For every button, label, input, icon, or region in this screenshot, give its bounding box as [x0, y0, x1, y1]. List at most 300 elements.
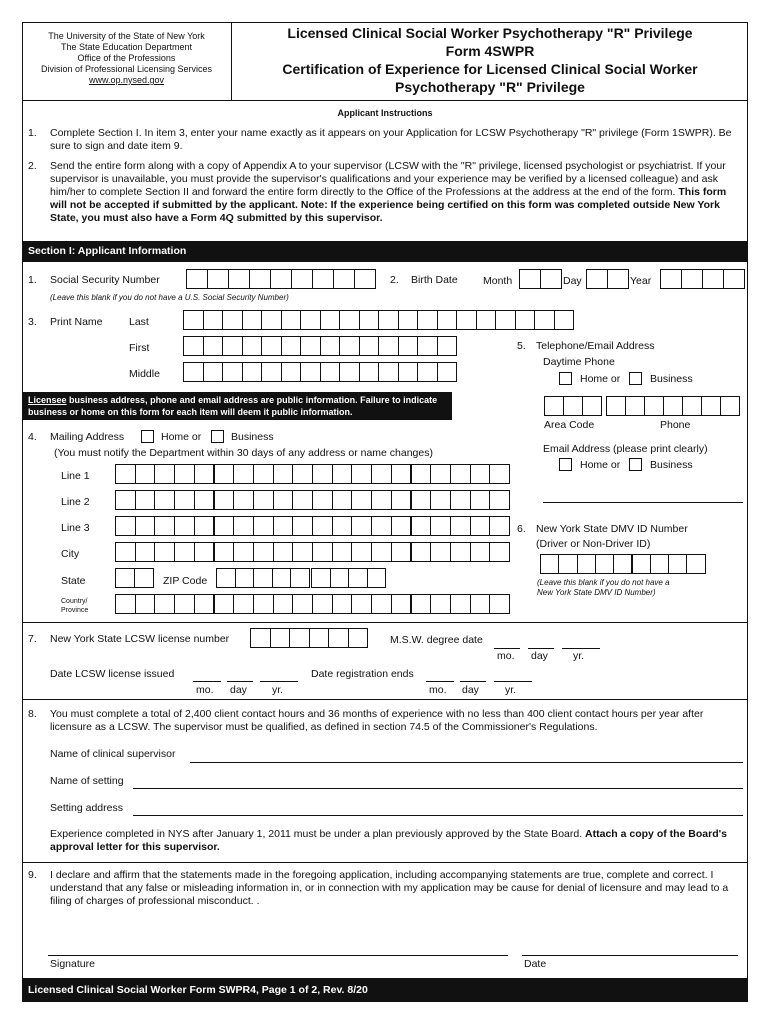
char-box[interactable] [194, 464, 215, 484]
char-box[interactable] [242, 336, 263, 356]
phone-label: Phone [660, 419, 691, 431]
char-box[interactable] [281, 362, 302, 382]
char-box[interactable] [320, 310, 341, 330]
issued-month-input[interactable] [193, 681, 221, 682]
char-box[interactable] [495, 310, 516, 330]
char-box[interactable] [309, 628, 330, 648]
char-box[interactable] [330, 568, 350, 588]
char-box[interactable] [235, 568, 255, 588]
char-box[interactable] [249, 269, 271, 289]
char-box[interactable] [222, 336, 243, 356]
email-home-checkbox[interactable] [559, 458, 572, 471]
char-box[interactable] [470, 516, 491, 536]
char-box[interactable] [261, 362, 282, 382]
char-box[interactable] [476, 310, 497, 330]
char-box[interactable] [351, 490, 372, 510]
char-box[interactable] [312, 490, 333, 510]
char-box[interactable] [253, 568, 273, 588]
char-box[interactable] [290, 568, 310, 588]
char-box[interactable] [261, 336, 282, 356]
mo-label: mo. [497, 650, 515, 662]
char-box[interactable] [450, 490, 471, 510]
agency-line: The University of the State of New York [48, 31, 205, 41]
char-box[interactable] [668, 554, 687, 574]
char-box[interactable] [437, 362, 458, 382]
mo-label: mo. [196, 684, 214, 696]
day-label: day [531, 650, 548, 662]
nys-note-bold: Attach a copy of the Board's approval letter for this supervisor. [50, 828, 727, 853]
char-box[interactable] [417, 310, 438, 330]
dmv-sub: (Driver or Non-Driver ID) [536, 538, 651, 550]
char-box[interactable] [320, 362, 341, 382]
agency-url[interactable]: www.op.nysed.gov [88, 75, 165, 85]
char-box[interactable] [437, 336, 458, 356]
char-box[interactable] [470, 542, 491, 562]
char-box[interactable] [300, 336, 321, 356]
char-box[interactable] [273, 490, 294, 510]
char-box[interactable] [216, 568, 236, 588]
supervisor-input[interactable] [190, 762, 743, 763]
char-box[interactable] [174, 594, 195, 614]
char-box[interactable] [354, 269, 376, 289]
reg-day-input[interactable] [460, 681, 486, 682]
char-box[interactable] [430, 490, 451, 510]
mail-business-checkbox[interactable] [211, 430, 224, 443]
char-box[interactable] [261, 310, 282, 330]
item-num: 3. [28, 316, 37, 328]
agency-line: Office of the Professions [77, 53, 176, 63]
reg-year-input[interactable] [494, 681, 532, 682]
dmv-note-line: (Leave this blank if you do not have a [537, 578, 670, 587]
char-box[interactable] [723, 269, 745, 289]
char-box[interactable] [273, 464, 294, 484]
dmv-note-line: New York State DMV ID Number) [537, 588, 656, 597]
mail-home-checkbox[interactable] [141, 430, 154, 443]
char-box[interactable] [183, 362, 204, 382]
issued-year-input[interactable] [260, 681, 298, 682]
char-box[interactable] [135, 516, 156, 536]
char-box[interactable] [391, 464, 412, 484]
char-box[interactable] [332, 516, 353, 536]
char-box[interactable] [222, 362, 243, 382]
mail-note: (You must notify the Department within 30 days of any address or name changes) [54, 447, 433, 459]
char-box[interactable] [391, 490, 412, 510]
char-box[interactable] [289, 628, 310, 648]
char-box[interactable] [607, 269, 629, 289]
item-num: 1. [28, 274, 37, 286]
char-box[interactable] [544, 396, 564, 416]
char-box[interactable] [563, 396, 583, 416]
char-box[interactable] [411, 516, 432, 536]
char-box[interactable] [281, 336, 302, 356]
char-box[interactable] [391, 542, 412, 562]
char-box[interactable] [135, 464, 156, 484]
char-box[interactable] [250, 628, 271, 648]
business-label: Business [231, 431, 274, 443]
yr-label: yr. [272, 684, 284, 696]
char-box[interactable] [214, 594, 235, 614]
item-num: 2. [390, 274, 399, 286]
msw-month-input[interactable] [494, 648, 520, 649]
state-label: State [61, 575, 86, 587]
agency-line: Division of Professional Licensing Services [40, 64, 213, 74]
home-or-label: Home or [161, 431, 202, 443]
date-label: Date [524, 958, 547, 970]
char-box[interactable] [312, 269, 334, 289]
char-box[interactable] [625, 396, 645, 416]
char-box[interactable] [174, 542, 195, 562]
char-box[interactable] [411, 594, 432, 614]
char-box[interactable] [292, 542, 313, 562]
setting-address-input[interactable] [133, 815, 743, 816]
item-num: 9. [28, 869, 37, 881]
char-box[interactable] [154, 542, 175, 562]
char-box[interactable] [681, 269, 703, 289]
char-box[interactable] [632, 554, 651, 574]
title-line: Form 4SWPR [445, 43, 535, 59]
char-box[interactable] [348, 628, 369, 648]
item-num: 8. [28, 708, 37, 720]
char-box[interactable] [489, 516, 510, 536]
char-box[interactable] [174, 464, 195, 484]
char-box[interactable] [660, 269, 682, 289]
day-label: day [462, 684, 479, 696]
char-box[interactable] [154, 516, 175, 536]
char-box[interactable] [273, 516, 294, 536]
char-box[interactable] [411, 490, 432, 510]
char-box[interactable] [663, 396, 683, 416]
char-box[interactable] [359, 310, 380, 330]
char-box[interactable] [398, 362, 419, 382]
char-box[interactable] [378, 310, 399, 330]
char-box[interactable] [398, 310, 419, 330]
yr-label: yr. [505, 684, 517, 696]
instruction-num: 2. [28, 160, 37, 172]
char-box[interactable] [242, 310, 263, 330]
char-box[interactable] [371, 464, 392, 484]
char-box[interactable] [371, 490, 392, 510]
char-box[interactable] [489, 464, 510, 484]
char-box[interactable] [183, 310, 204, 330]
char-box[interactable] [519, 269, 541, 289]
signature-input[interactable] [48, 955, 508, 956]
city-label: City [61, 548, 80, 560]
char-box[interactable] [174, 490, 195, 510]
char-box[interactable] [115, 516, 136, 536]
char-box[interactable] [292, 464, 313, 484]
char-box[interactable] [273, 542, 294, 562]
char-box[interactable] [332, 594, 353, 614]
char-box[interactable] [613, 554, 632, 574]
char-box[interactable] [577, 554, 596, 574]
setting-address-label: Setting address [50, 802, 123, 814]
char-box[interactable] [378, 336, 399, 356]
email-business-checkbox[interactable] [629, 458, 642, 471]
home-or-label: Home or [580, 373, 621, 385]
char-box[interactable] [272, 568, 292, 588]
char-box[interactable] [312, 516, 333, 536]
char-box[interactable] [682, 396, 702, 416]
char-box[interactable] [398, 336, 419, 356]
char-box[interactable] [312, 594, 333, 614]
setting-input[interactable] [133, 788, 743, 789]
affirmation-text: I declare and affirm that the statements made in the foregoing application, including accompanying statements are true, complete and correct. I understand that any false or misleading information in, or in connection with my application may be cause for denial of licensure and may lead to a filing of charges of professional misconduct. . [50, 869, 729, 907]
char-box[interactable] [194, 594, 215, 614]
char-box[interactable] [292, 594, 313, 614]
char-box[interactable] [470, 594, 491, 614]
char-box[interactable] [450, 542, 471, 562]
agency-line: The State Education Department [60, 42, 193, 52]
reg-label: Date registration ends [311, 668, 414, 680]
char-box[interactable] [417, 362, 438, 382]
char-box[interactable] [186, 269, 208, 289]
char-box[interactable] [154, 594, 175, 614]
char-box[interactable] [339, 362, 360, 382]
char-box[interactable] [333, 269, 355, 289]
setting-label: Name of setting [50, 775, 124, 787]
char-box[interactable] [203, 310, 224, 330]
char-box[interactable] [595, 554, 614, 574]
char-box[interactable] [540, 269, 562, 289]
char-box[interactable] [207, 269, 229, 289]
char-box[interactable] [554, 310, 575, 330]
char-box[interactable] [194, 542, 215, 562]
yr-label: yr. [573, 650, 585, 662]
name-label: Print Name [50, 316, 103, 328]
country-label-line: Province [61, 607, 89, 614]
phone-home-checkbox[interactable] [559, 372, 572, 385]
char-box[interactable] [228, 269, 250, 289]
instruction-1: Complete Section I. In item 3, enter your name exactly as it appears on your Application for LCSW Psychotherapy "R" privilege (Form 1SWPR). Be sure to sign and date item 9. [50, 127, 732, 152]
char-box[interactable] [339, 336, 360, 356]
email-label: Email Address (please print clearly) [543, 443, 708, 455]
char-box[interactable] [292, 516, 313, 536]
char-box[interactable] [253, 542, 274, 562]
ssn-note: (Leave this blank if you do not have a U.S. Social Security Number) [50, 293, 289, 302]
char-box[interactable] [470, 464, 491, 484]
license-label: New York State LCSW license number [50, 633, 230, 645]
home-or-label: Home or [580, 459, 621, 471]
char-box[interactable] [417, 336, 438, 356]
char-box[interactable] [378, 362, 399, 382]
experience-text: You must complete a total of 2,400 client contact hours and 36 months of experience with no less than 400 client contact hours per year after licensure as a LCSW. The supervisor must be qualified, as defined in section 74.5 of the Commissioner's Regulations. [50, 708, 704, 733]
char-box[interactable] [489, 594, 510, 614]
char-box[interactable] [214, 516, 235, 536]
agency-block [22, 22, 232, 100]
char-box[interactable] [233, 594, 254, 614]
char-box[interactable] [391, 594, 412, 614]
char-box[interactable] [115, 464, 136, 484]
char-box[interactable] [292, 490, 313, 510]
char-box[interactable] [135, 542, 156, 562]
char-box[interactable] [332, 490, 353, 510]
notice-text: business address, phone and email address are public information. Failure to indicate business or home on this form for each item will deem it public information. [28, 395, 438, 417]
title-line: Certification of Experience for Licensed Clinical Social Worker [282, 61, 698, 77]
area-code-label: Area Code [544, 419, 595, 431]
char-box[interactable] [328, 628, 349, 648]
char-box[interactable] [430, 542, 451, 562]
last-label: Last [129, 316, 149, 328]
char-box[interactable] [281, 310, 302, 330]
char-box[interactable] [291, 269, 313, 289]
char-box[interactable] [174, 516, 195, 536]
char-box[interactable] [270, 628, 291, 648]
char-box[interactable] [371, 594, 392, 614]
footer: Licensed Clinical Social Worker Form SWPR4, Page 1 of 2, Rev. 8/20 [22, 978, 748, 1002]
char-box[interactable] [586, 269, 608, 289]
line2-label: Line 2 [61, 496, 90, 508]
char-box[interactable] [450, 516, 471, 536]
mo-label: mo. [429, 684, 447, 696]
char-box[interactable] [135, 594, 156, 614]
char-box[interactable] [115, 568, 135, 588]
char-box[interactable] [701, 396, 721, 416]
char-box[interactable] [430, 516, 451, 536]
char-box[interactable] [183, 336, 204, 356]
char-box[interactable] [233, 490, 254, 510]
item-num: 5. [517, 340, 526, 352]
char-box[interactable] [489, 490, 510, 510]
date-input[interactable] [522, 955, 738, 956]
char-box[interactable] [320, 336, 341, 356]
char-box[interactable] [233, 542, 254, 562]
char-box[interactable] [371, 542, 392, 562]
char-box[interactable] [351, 594, 372, 614]
char-box[interactable] [534, 310, 555, 330]
char-box[interactable] [359, 362, 380, 382]
char-box[interactable] [253, 516, 274, 536]
char-box[interactable] [154, 464, 175, 484]
char-box[interactable] [214, 490, 235, 510]
item-num: 4. [28, 431, 37, 443]
char-box[interactable] [311, 568, 331, 588]
char-box[interactable] [332, 542, 353, 562]
signature-label: Signature [50, 958, 95, 970]
char-box[interactable] [300, 310, 321, 330]
tel-label: Telephone/Email Address [536, 340, 655, 352]
phone-business-checkbox[interactable] [629, 372, 642, 385]
char-box[interactable] [644, 396, 664, 416]
char-box[interactable] [300, 362, 321, 382]
section1-heading: Section I: Applicant Information [22, 241, 748, 262]
instruction-2 [50, 160, 742, 225]
char-box[interactable] [312, 464, 333, 484]
char-box[interactable] [203, 362, 224, 382]
char-box[interactable] [332, 464, 353, 484]
char-box[interactable] [437, 310, 458, 330]
char-box[interactable] [194, 516, 215, 536]
char-box[interactable] [154, 490, 175, 510]
char-box[interactable] [582, 396, 602, 416]
msw-year-input[interactable] [562, 648, 600, 649]
char-box[interactable] [351, 516, 372, 536]
char-box[interactable] [270, 269, 292, 289]
char-box[interactable] [273, 594, 294, 614]
year-label: Year [630, 275, 652, 287]
char-box[interactable] [214, 542, 235, 562]
daytime-phone-label: Daytime Phone [543, 356, 615, 368]
reg-month-input[interactable] [426, 681, 454, 682]
nys-plan-note [50, 828, 744, 854]
char-box[interactable] [135, 490, 156, 510]
birth-label: Birth Date [411, 274, 458, 286]
middle-label: Middle [129, 368, 160, 380]
dmv-label: New York State DMV ID Number [536, 523, 688, 535]
char-box[interactable] [686, 554, 705, 574]
instruction-num: 1. [28, 127, 37, 139]
char-box[interactable] [253, 594, 274, 614]
country-label [61, 597, 88, 615]
char-box[interactable] [312, 542, 333, 562]
char-box[interactable] [242, 362, 263, 382]
char-box[interactable] [371, 516, 392, 536]
line3-label: Line 3 [61, 522, 90, 534]
instructions-heading: Applicant Instructions [337, 108, 433, 118]
char-box[interactable] [203, 336, 224, 356]
business-label: Business [650, 373, 693, 385]
char-box[interactable] [430, 464, 451, 484]
char-box[interactable] [351, 542, 372, 562]
char-box[interactable] [351, 464, 372, 484]
month-label: Month [483, 275, 513, 287]
char-box[interactable] [194, 490, 215, 510]
char-box[interactable] [540, 554, 559, 574]
char-box[interactable] [348, 568, 368, 588]
char-box[interactable] [359, 336, 380, 356]
nys-note-text: Experience completed in NYS after January 1, 2011 must be under a plan previously approved by the State Board. [50, 828, 586, 840]
char-box[interactable] [339, 310, 360, 330]
char-box[interactable] [450, 464, 471, 484]
char-box[interactable] [606, 396, 626, 416]
char-box[interactable] [411, 542, 432, 562]
item-num: 6. [517, 523, 526, 535]
title-line: Psychotherapy "R" Privilege [395, 79, 585, 95]
char-box[interactable] [115, 542, 136, 562]
char-box[interactable] [391, 516, 412, 536]
issued-label: Date LCSW license issued [50, 668, 175, 680]
char-box[interactable] [115, 594, 136, 614]
ssn-label: Social Security Number [50, 274, 160, 286]
char-box[interactable] [222, 310, 243, 330]
char-box[interactable] [650, 554, 669, 574]
char-box[interactable] [253, 464, 274, 484]
char-box[interactable] [558, 554, 577, 574]
char-box[interactable] [411, 464, 432, 484]
char-box[interactable] [450, 594, 471, 614]
char-box[interactable] [702, 269, 724, 289]
instruction-2-text: Send the entire form along with a copy of Appendix A to your supervisor (LCSW with the "R" privilege, licensed psychologist or psychiatrist. If your supervisor is unavailable, you must provide the supervisor's qualifications and your experience may be verified by a licensed colleague) and ask him/her to complete Section II and forward the entire form directly to the Office of the Professions at the address at the end of the form. [50, 160, 726, 198]
char-box[interactable] [367, 568, 387, 588]
char-box[interactable] [489, 542, 510, 562]
char-box[interactable] [134, 568, 154, 588]
char-box[interactable] [233, 464, 254, 484]
char-box[interactable] [214, 464, 235, 484]
char-box[interactable] [470, 490, 491, 510]
msw-day-input[interactable] [528, 648, 554, 649]
public-info-notice [22, 392, 452, 420]
char-box[interactable] [430, 594, 451, 614]
issued-day-input[interactable] [227, 681, 253, 682]
char-box[interactable] [515, 310, 536, 330]
char-box[interactable] [233, 516, 254, 536]
char-box[interactable] [456, 310, 477, 330]
char-box[interactable] [720, 396, 740, 416]
email-input[interactable] [543, 502, 743, 503]
country-label-line: Country/ [61, 598, 88, 605]
business-label: Business [650, 459, 693, 471]
char-box[interactable] [253, 490, 274, 510]
char-box[interactable] [115, 490, 136, 510]
